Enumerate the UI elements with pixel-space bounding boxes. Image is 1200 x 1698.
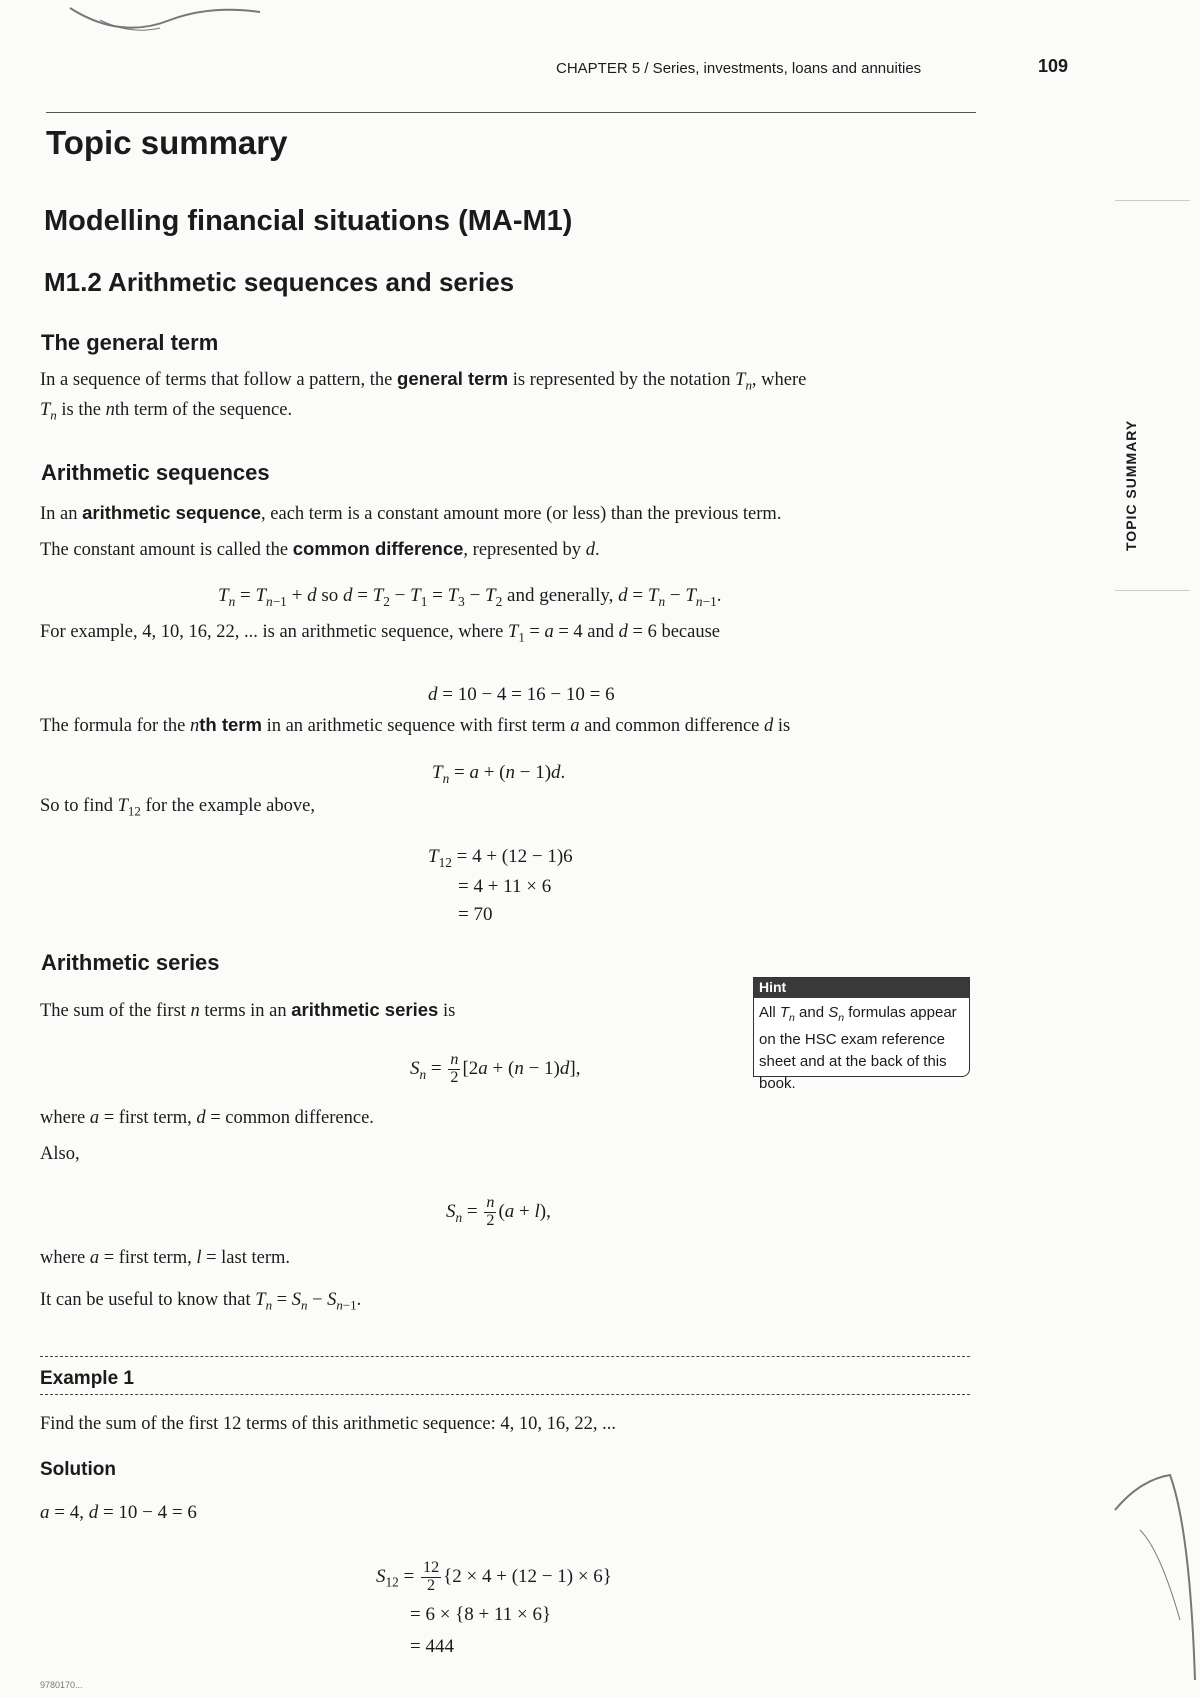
sum-formula-2-where: where a = first term, l = last term.: [40, 1248, 291, 1268]
text: In an: [40, 504, 83, 524]
text: , where: [751, 370, 807, 390]
arith-series-para: The sum of the first n terms in an arithmetic series is: [40, 999, 456, 1021]
text: In a sequence of terms that follow a pattern, the: [40, 370, 398, 390]
text: = first term,: [99, 1248, 197, 1268]
heading-topic-summary: Topic summary: [46, 124, 288, 161]
page-number: 109: [1038, 56, 1069, 76]
example-top-rule: [40, 1356, 970, 1357]
solution-label: Solution: [40, 1459, 116, 1480]
header-rule: [46, 112, 976, 113]
text: = 4 and: [553, 622, 619, 642]
text: All: [759, 1004, 780, 1021]
heading-general-term: The general term: [41, 330, 219, 355]
text: where: [40, 1108, 90, 1128]
s12-calculation-line3: = 444: [410, 1636, 454, 1657]
heading-module: Modelling financial situations (MA-M1): [44, 205, 573, 237]
text: = 10 − 4 = 16 − 10 = 6: [437, 684, 615, 705]
text: The sum of the first: [40, 1001, 191, 1021]
sum-formula-1-where: where a = first term, d = common difference.: [40, 1108, 374, 1128]
denominator: 2: [427, 1576, 436, 1594]
arith-seq-para1: [40, 500, 960, 527]
text: = 4 + (12 − 1)6: [451, 846, 573, 867]
example-question: Find the sum of the first 12 terms of this arithmetic sequence: 4, 10, 16, 22, ...: [40, 1414, 616, 1434]
text: The constant amount is called the: [40, 540, 293, 560]
fraction-n-over-2: $\frac{n}{2}$: [486, 1194, 495, 1229]
text: = 10 − 4 = 6: [98, 1502, 197, 1523]
s12-calculation-line2: = 6 × {8 + 11 × 6}: [410, 1604, 552, 1625]
hint-label: Hint: [759, 979, 787, 995]
nth-term-formula-text: The formula for the nth term in an arithmetic sequence with first term a and common difference d is: [40, 714, 791, 736]
text: and: [794, 1004, 829, 1021]
side-tab-bottom-rule: [1115, 590, 1190, 591]
t12-calculation-line3: = 70: [458, 904, 493, 925]
example-label: Example 1: [40, 1368, 134, 1389]
text: {2 × 4 + (12 − 1) × 6}: [443, 1565, 612, 1587]
text: It can be useful to know that: [40, 1290, 256, 1310]
text: is the: [56, 399, 106, 420]
text: The formula for the: [40, 716, 190, 736]
text: So to find: [40, 796, 118, 816]
arith-seq-example-text: For example, 4, 10, 16, 22, ... is an arithmetic sequence, where $T_1 = a = 4$ and d = 6 because: [40, 622, 720, 645]
heading-arithmetic-series: Arithmetic series: [41, 950, 220, 975]
text: so: [316, 585, 343, 606]
text: , represented by: [463, 540, 586, 560]
fraction-n-over-2: $\frac{n}{2}$: [450, 1051, 459, 1086]
bold-term: th term: [199, 714, 262, 735]
t12-calculation-line2: = 4 + 11 × 6: [458, 876, 552, 897]
tn-from-sn-text: It can be useful to know that $T_n = S_n - S_{n-1}$.: [40, 1290, 362, 1313]
bold-term: arithmetic sequence: [82, 502, 262, 523]
text: for the example above,: [140, 796, 315, 816]
general-term-paragraph: In a sequence of terms that follow a pattern, the general term is represented by the notation $T_n$, where $T_n$ is the nth term of the sequence.: [40, 368, 807, 423]
text: where: [40, 1248, 90, 1268]
bold-term: arithmetic series: [291, 999, 439, 1020]
difference-calculation: d = 10 − 4 = 16 − 10 = 6: [428, 684, 615, 705]
bold-term: general term: [397, 368, 509, 389]
hint-box: [753, 977, 970, 1092]
solution-given-values: a = 4, d = 10 − 4 = 6: [40, 1502, 197, 1523]
side-tab-top-rule: [1115, 200, 1190, 201]
numerator: 12: [423, 1559, 440, 1576]
hint-text: All $T_n$ and $S_n$ formulas appear on the HSC exam reference sheet and at the back of this book.: [759, 1004, 957, 1092]
s12-calculation-line1: $S_{12}$ = $\frac{12}{2}$ {2 × 4 + (12 − 1) × 6}: [376, 1559, 612, 1594]
text: th term of the sequence.: [114, 399, 293, 420]
text: and common difference: [579, 716, 765, 736]
text: = 6 because: [627, 622, 720, 642]
text: , each term is a constant amount more (or less) than the previous term.: [261, 504, 782, 524]
text: =: [524, 622, 545, 642]
find-t12-text: So to find $T_{12}$ for the example above,: [40, 796, 315, 819]
also-text: Also,: [40, 1144, 80, 1164]
text: = 4,: [49, 1502, 89, 1523]
text: = last term.: [201, 1248, 291, 1268]
text: formulas appear on the HSC exam reference sheet and at the back of this book.: [759, 1004, 957, 1092]
text: For example, 4, 10, 16, 22, ... is an arithmetic sequence, where: [40, 622, 509, 642]
fraction-12-over-2: [421, 1560, 441, 1595]
arith-seq-para2: The constant amount is called the common difference, represented by d.: [40, 538, 600, 560]
hint-header-bar: [754, 978, 969, 998]
chapter-header: CHAPTER 5 / Series, investments, loans and annuities: [556, 60, 922, 77]
heading-arithmetic-sequences: Arithmetic sequences: [41, 460, 270, 485]
side-tab-topic-summary: TOPIC SUMMARY: [1123, 419, 1139, 551]
common-difference-equation: $T_n = T_{n-1} + d$ so $d = T_2 - T_1 = T_3 - T_2$ and generally, $d = T_n - T_{n-1}$.: [218, 585, 722, 609]
text: terms in an: [199, 1001, 292, 1021]
bold-term: common difference: [292, 538, 464, 559]
t12-calculation-line1: $T_{12} = 4 + (12 - 1)6$: [428, 846, 573, 870]
text: = common difference.: [205, 1108, 374, 1128]
text: in an arithmetic sequence with first term: [261, 716, 571, 736]
text: = first term,: [99, 1108, 197, 1128]
text: +: [286, 585, 308, 606]
text: is represented by the notation: [508, 370, 736, 390]
scan-artifact-right: [1110, 1470, 1200, 1690]
example-bottom-rule: [40, 1394, 970, 1395]
nth-term-formula: $T_n = a + (n - 1)d$.: [432, 762, 566, 786]
sum-formula-1: $S_n$ = $\frac{n}{2}$ [2a + (n − 1)d],: [410, 1051, 581, 1086]
footer-isbn: 9780170...: [40, 1680, 83, 1690]
heading-section: M1.2 Arithmetic sequences and series: [44, 267, 515, 297]
text: is: [773, 716, 791, 736]
sum-formula-2: $S_n$ = $\frac{n}{2}$ (a + l),: [446, 1194, 551, 1229]
scan-artifact-top: [60, 0, 280, 50]
text: and generally,: [502, 585, 619, 606]
text: is: [438, 1001, 456, 1021]
